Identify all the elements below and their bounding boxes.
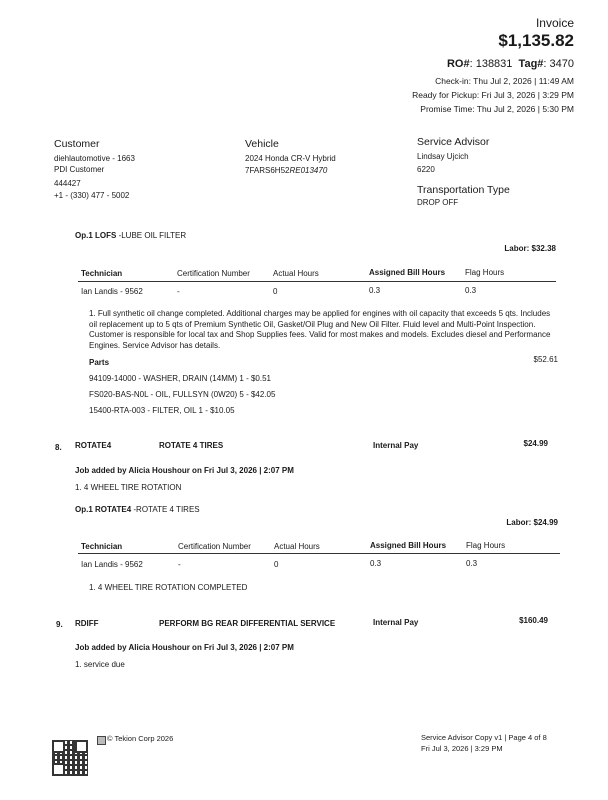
ro-value: : 138831 (469, 58, 513, 70)
customer-type: PDI Customer (54, 165, 105, 174)
customer-id: 444427 (54, 179, 81, 188)
op-lofs-note: 1. Full synthetic oil change completed. Additional charges may be applied for engines with oil capacity that exceeds 5 qts. Includes oil replacement up to 5 qts of Premium Synthetic Oil, Gasket/Oil Plug and New Oil Filter. Fluid level and Multi-Point Inspection. Customer is responsible for local tax and Shop Supplies fees. Valid for most makes and models. Excludes diesel and Performance Engines. Service Advisor has details. (89, 309, 551, 350)
th-flag-hours: Flag Hours (465, 268, 505, 277)
vehicle-vin (245, 166, 327, 175)
table-divider (78, 281, 556, 282)
td-flag-hours: 0.3 (466, 559, 478, 568)
job8-op-title: Op.1 ROTATE4 (75, 505, 132, 514)
job9-code: RDIFF (75, 619, 99, 628)
qr-finder (52, 763, 65, 776)
transportation-title: Transportation Type (417, 184, 510, 196)
th-actual-hours: Actual Hours (273, 269, 319, 278)
th-certification: Certification Number (178, 542, 251, 551)
job9-concern: 1. service due (75, 660, 125, 669)
job8-pay: Internal Pay (373, 441, 419, 450)
vin-suffix: RE013470 (289, 166, 328, 175)
td-technician: Ian Landis - 9562 (81, 287, 143, 296)
td-actual-hours: 0 (274, 560, 279, 569)
invoice-label: Invoice (535, 16, 574, 30)
job8-amount: $24.99 (523, 439, 548, 448)
job9-amount: $160.49 (519, 616, 548, 625)
footer-copy-info: Service Advisor Copy v1 | Page 4 of 8 (421, 733, 547, 742)
customer-phone: +1 - (330) 477 - 5002 (54, 191, 130, 200)
job8-labor: Labor: $24.99 (506, 518, 558, 527)
job8-concern: 1. 4 WHEEL TIRE ROTATION (75, 483, 182, 492)
th-technician: Technician (81, 269, 123, 278)
th-technician: Technician (81, 542, 123, 551)
parts-total: $52.61 (533, 355, 558, 364)
ro-tag-line (447, 58, 574, 70)
th-flag-hours: Flag Hours (466, 541, 506, 550)
transportation-value: DROP OFF (417, 198, 459, 207)
job8-number: 8. (55, 443, 62, 452)
vin-prefix: 7FARS6H52 (245, 166, 290, 175)
job9-added-by: Job added by Alicia Houshour on Fri Jul 3, 2026 | 2:07 PM (75, 643, 294, 652)
td-certification: - (178, 560, 181, 569)
tekion-logo-icon (97, 736, 106, 745)
invoice-total: $1,135.82 (498, 31, 574, 50)
footer-copyright: © Tekion Corp 2026 (107, 734, 174, 743)
ro-label: RO# (446, 58, 470, 70)
parts-title: Parts (89, 358, 110, 367)
tag-value: : 3470 (543, 58, 574, 70)
th-assigned-bill-hours: Assigned Bill Hours (369, 268, 446, 277)
customer-name: diehlautomotive - 1663 (54, 154, 135, 163)
check-in-time: Check-in: Thu Jul 2, 2026 | 11:49 AM (435, 76, 574, 86)
qr-finder (52, 740, 65, 753)
vehicle-model: 2024 Honda CR-V Hybrid (245, 154, 336, 163)
td-technician: Ian Landis - 9562 (81, 560, 143, 569)
qr-finder (75, 740, 88, 753)
th-actual-hours: Actual Hours (274, 542, 320, 551)
job8-op-desc: -ROTATE 4 TIRES (131, 505, 200, 514)
job9-number: 9. (56, 620, 63, 629)
tag-label: Tag# (518, 58, 544, 70)
th-assigned-bill-hours: Assigned Bill Hours (370, 541, 447, 550)
op-lofs-title: Op.1 LOFS (75, 231, 117, 240)
service-advisor-id: 6220 (417, 165, 435, 174)
footer-date: Fri Jul 3, 2026 | 3:29 PM (421, 744, 503, 753)
customer-title: Customer (54, 138, 100, 150)
td-actual-hours: 0 (273, 287, 278, 296)
td-assigned-bill-hours: 0.3 (369, 286, 381, 295)
qr-code-image (52, 740, 88, 776)
vehicle-title: Vehicle (245, 138, 279, 150)
op-lofs-desc: -LUBE OIL FILTER (116, 231, 187, 240)
th-certification: Certification Number (177, 269, 250, 278)
part-item: 94109-14000 - WASHER, DRAIN (14MM) 1 - $0.51 (89, 374, 271, 383)
job8-code: ROTATE4 (75, 441, 112, 450)
job9-title: PERFORM BG REAR DIFFERENTIAL SERVICE (159, 619, 336, 628)
table-divider (78, 553, 560, 554)
job8-note: 1. 4 WHEEL TIRE ROTATION COMPLETED (89, 583, 248, 592)
service-advisor-title: Service Advisor (417, 136, 490, 148)
promise-time: Promise Time: Thu Jul 2, 2026 | 5:30 PM (420, 104, 574, 114)
job8-title: ROTATE 4 TIRES (159, 441, 224, 450)
ready-for-pickup-time: Ready for Pickup: Fri Jul 3, 2026 | 3:29 PM (412, 90, 574, 100)
service-advisor-name: Lindsay Ujcich (417, 152, 469, 161)
job8-added-by: Job added by Alicia Houshour on Fri Jul 3, 2026 | 2:07 PM (75, 466, 294, 475)
td-certification: - (177, 287, 180, 296)
op-lofs-labor: Labor: $32.38 (504, 244, 556, 253)
job8-op-heading (75, 505, 200, 514)
op-lofs-heading (75, 231, 186, 240)
job9-pay: Internal Pay (373, 618, 419, 627)
part-item: FS020-BAS-N0L - OIL, FULLSYN (0W20) 5 - $42.05 (89, 390, 276, 399)
part-item: 15400-RTA-003 - FILTER, OIL 1 - $10.05 (89, 406, 235, 415)
td-assigned-bill-hours: 0.3 (370, 559, 382, 568)
td-flag-hours: 0.3 (465, 286, 477, 295)
